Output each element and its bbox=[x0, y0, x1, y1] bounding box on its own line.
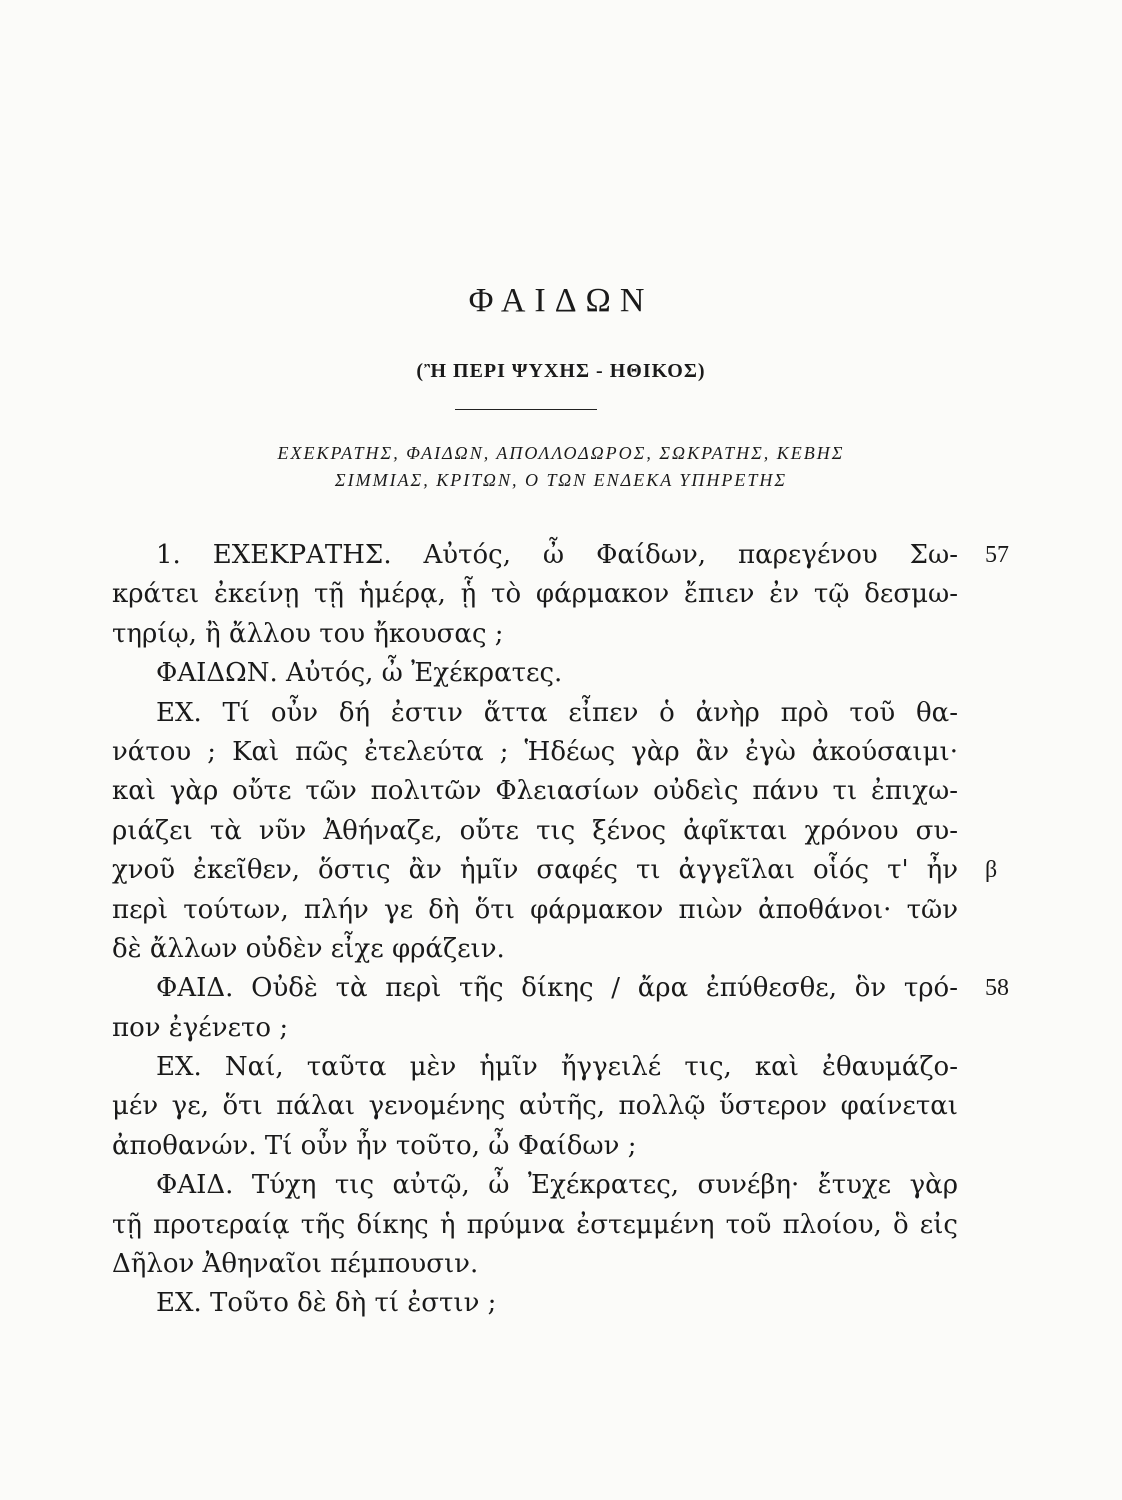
text-line: Δῆλον Ἀθηναῖοι πέμπουσιν. bbox=[112, 1249, 479, 1280]
text-line: τῇ προτεραίᾳ τῆς δίκης ἡ πρύμνα ἐστεμμένη τοῦ πλοίου, ὃ εἰς bbox=[112, 1209, 958, 1240]
text-line: 1. ΕΧΕΚΡΑΤΗΣ. Αὐτός, ὦ Φαίδων, παρεγένου Σω- bbox=[156, 540, 958, 570]
text-line: ΕΧ. Τί οὖν δή ἐστιν ἅττα εἶπεν ὁ ἀνὴρ πρὸ τοῦ θα- bbox=[156, 697, 958, 728]
text-line: κράτει ἐκείνῃ τῇ ἡμέρᾳ, ᾗ τὸ φάρμακον ἔπιεν ἐν τῷ δεσμω- bbox=[112, 579, 958, 610]
text-line: ΦΑΙΔΩΝ. Αὐτός, ὦ Ἐχέκρατες. bbox=[156, 658, 563, 689]
title-divider bbox=[455, 409, 597, 410]
text-line: περὶ τούτων, πλήν γε δὴ ὅτι φάρμακον πιὼν ἀποθάνοι· τῶν bbox=[112, 894, 958, 925]
text-line: ΦΑΙΔ. Τύχη τις αὐτῷ, ὦ Ἐχέκρατες, συνέβη· ἔτυχε γὰρ bbox=[156, 1170, 958, 1201]
text-line: ΦΑΙΔ. Οὐδὲ τὰ περὶ τῆς δίκης / ἄρα ἐπύθεσθε, ὃν τρό- bbox=[156, 973, 958, 1004]
dramatis-personae-line-1: ΕΧΕΚΡΑΤΗΣ, ΦΑΙΔΩΝ, ΑΠΟΛΛΟΔΩΡΟΣ, ΣΩΚΡΑΤΗΣ, ΚΕΒΗΣ bbox=[277, 443, 845, 463]
margin-stephanus-57: 57 bbox=[985, 542, 1009, 568]
text-line: δὲ ἄλλων οὐδὲν εἶχε φράζειν. bbox=[112, 933, 505, 964]
page-subtitle: (Ἢ ΠΕΡΙ ΨΥΧΗΣ - ΗΘΙΚΟΣ) bbox=[416, 360, 706, 382]
text-line: ἀποθανών. Τί οὖν ἦν τοῦτο, ὦ Φαίδων ; bbox=[112, 1130, 637, 1161]
text-line: ΕΧ. Τοῦτο δὲ δὴ τί ἐστιν ; bbox=[156, 1288, 497, 1319]
text-line: πον ἐγένετο ; bbox=[112, 1012, 289, 1043]
dramatis-personae-line-2: ΣΙΜΜΙΑΣ, ΚΡΙΤΩΝ, Ο ΤΩΝ ΕΝΔΕΚΑ ΥΠΗΡΕΤΗΣ bbox=[334, 470, 788, 490]
text-line: καὶ γὰρ οὔτε τῶν πολιτῶν Φλειασίων οὐδεὶς πάνυ τι ἐπιχω- bbox=[112, 776, 958, 807]
margin-section-b: β bbox=[985, 857, 998, 883]
text-line: νάτου ; Καὶ πῶς ἐτελεύτα ; Ἡδέως γὰρ ἂν ἐγὼ ἀκούσαιμι· bbox=[112, 736, 958, 767]
text-line: μέν γε, ὅτι πάλαι γενομένης αὐτῆς, πολλῷ ὕστερον φαίνεται bbox=[112, 1091, 958, 1122]
text-line: ριάζει τὰ νῦν Ἀθήναζε, οὔτε τις ξένος ἀφῖκται χρόνου συ- bbox=[112, 815, 958, 846]
dialogue-text bbox=[112, 536, 958, 1324]
page-title: ΦΑΙΔΩΝ bbox=[468, 282, 654, 319]
text-line: ΕΧ. Ναί, ταῦτα μὲν ἡμῖν ἤγγειλέ τις, καὶ ἐθαυμάζο- bbox=[156, 1052, 958, 1083]
text-line: τηρίῳ, ἢ ἄλλου του ἤκουσας ; bbox=[112, 618, 504, 649]
text-line: χνοῦ ἐκεῖθεν, ὅστις ἂν ἡμῖν σαφές τι ἀγγεῖλαι οἷός τ' ἦν bbox=[112, 855, 958, 886]
margin-stephanus-58: 58 bbox=[985, 975, 1009, 1001]
